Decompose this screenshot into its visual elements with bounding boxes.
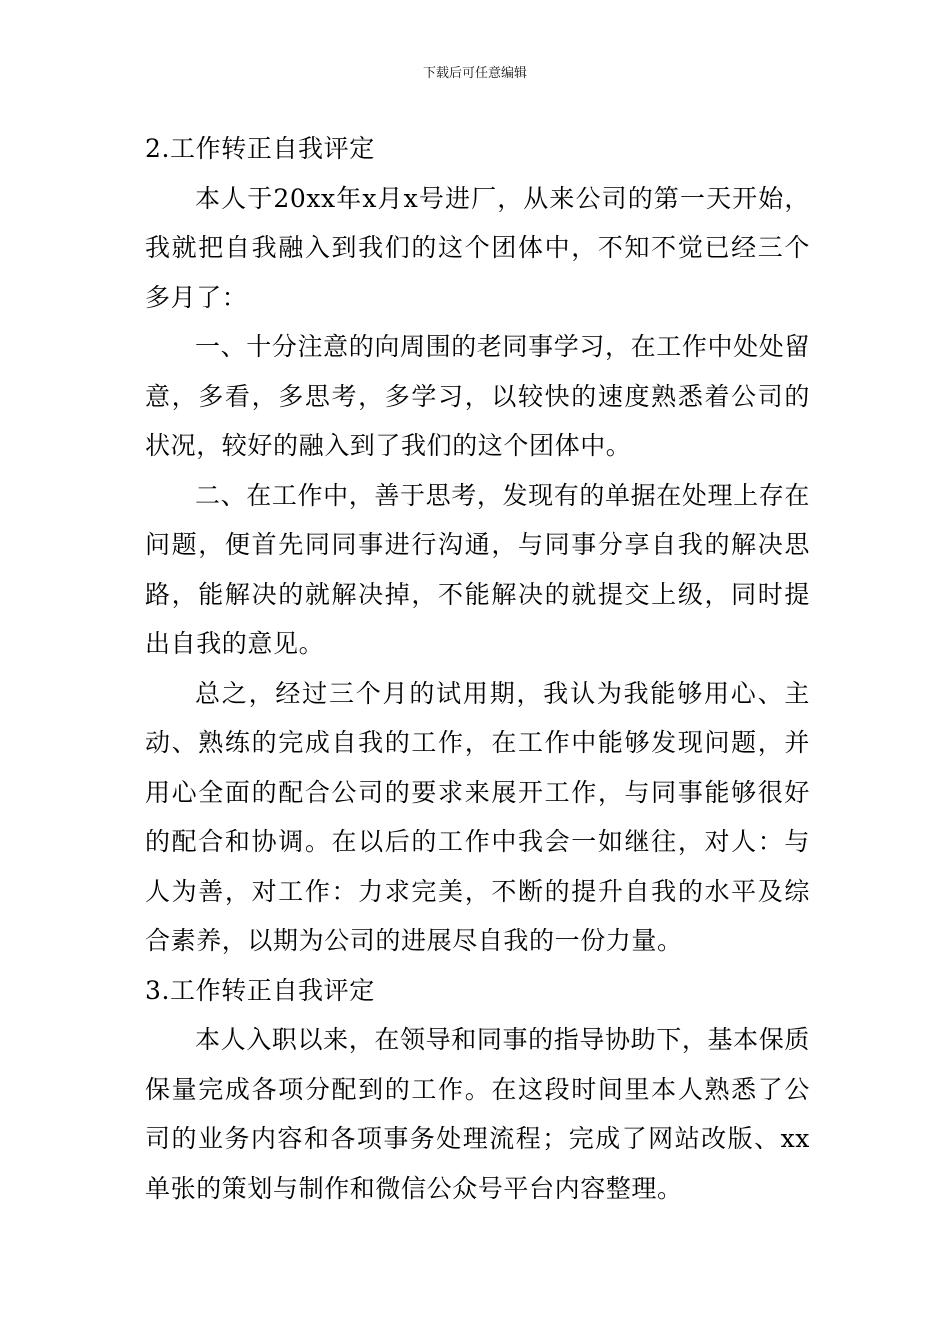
section-heading: 3.工作转正自我评定 [145,975,375,1005]
section-heading: 2.工作转正自我评定 [145,134,375,163]
document-body [145,124,810,1213]
page-header: 下载后可任意编辑 [422,66,527,81]
paragraph: 总之，经过三个月的试用期，我认为我能够用心、主动、熟练的完成自我的工作，在工作中能够发现问题，并用心全面的配合公司的要求来展开工作，与同事能够很好的配合和协调。在以后的工作中我会一如继往，对人：与人为善，对工作：力求完美，不断的提升自我的水平及综合素养，以期为公司的进展尽自我的一份力量。 [145,678,810,955]
paragraph: 二、在工作中，善于思考，发现有的单据在处理上存在问题，便首先同同事进行沟通，与同事分享自我的解决思路，能解决的就解决掉，不能解决的就提交上级，同时提出自我的意见。 [145,480,810,658]
paragraph: 一、十分注意的向周围的老同事学习，在工作中处处留意，多看，多思考，多学习，以较快的速度熟悉着公司的状况，较好的融入到了我们的这个团体中。 [145,332,810,460]
paragraph: 本人入职以来，在领导和同事的指导协助下，基本保质保量完成各项分配到的工作。在这段时间里本人熟悉了公司的业务内容和各项事务处理流程；完成了网站改版、xx单张的策划与制作和微信公众号平台内容整理。 [145,1025,810,1203]
section-2 [145,124,810,966]
paragraph: 本人于20xx年x月x号进厂，从来公司的第一天开始，我就把自我融入到我们的这个团体中，不知不觉已经三个多月了： [145,183,810,312]
section-3 [145,966,810,1214]
